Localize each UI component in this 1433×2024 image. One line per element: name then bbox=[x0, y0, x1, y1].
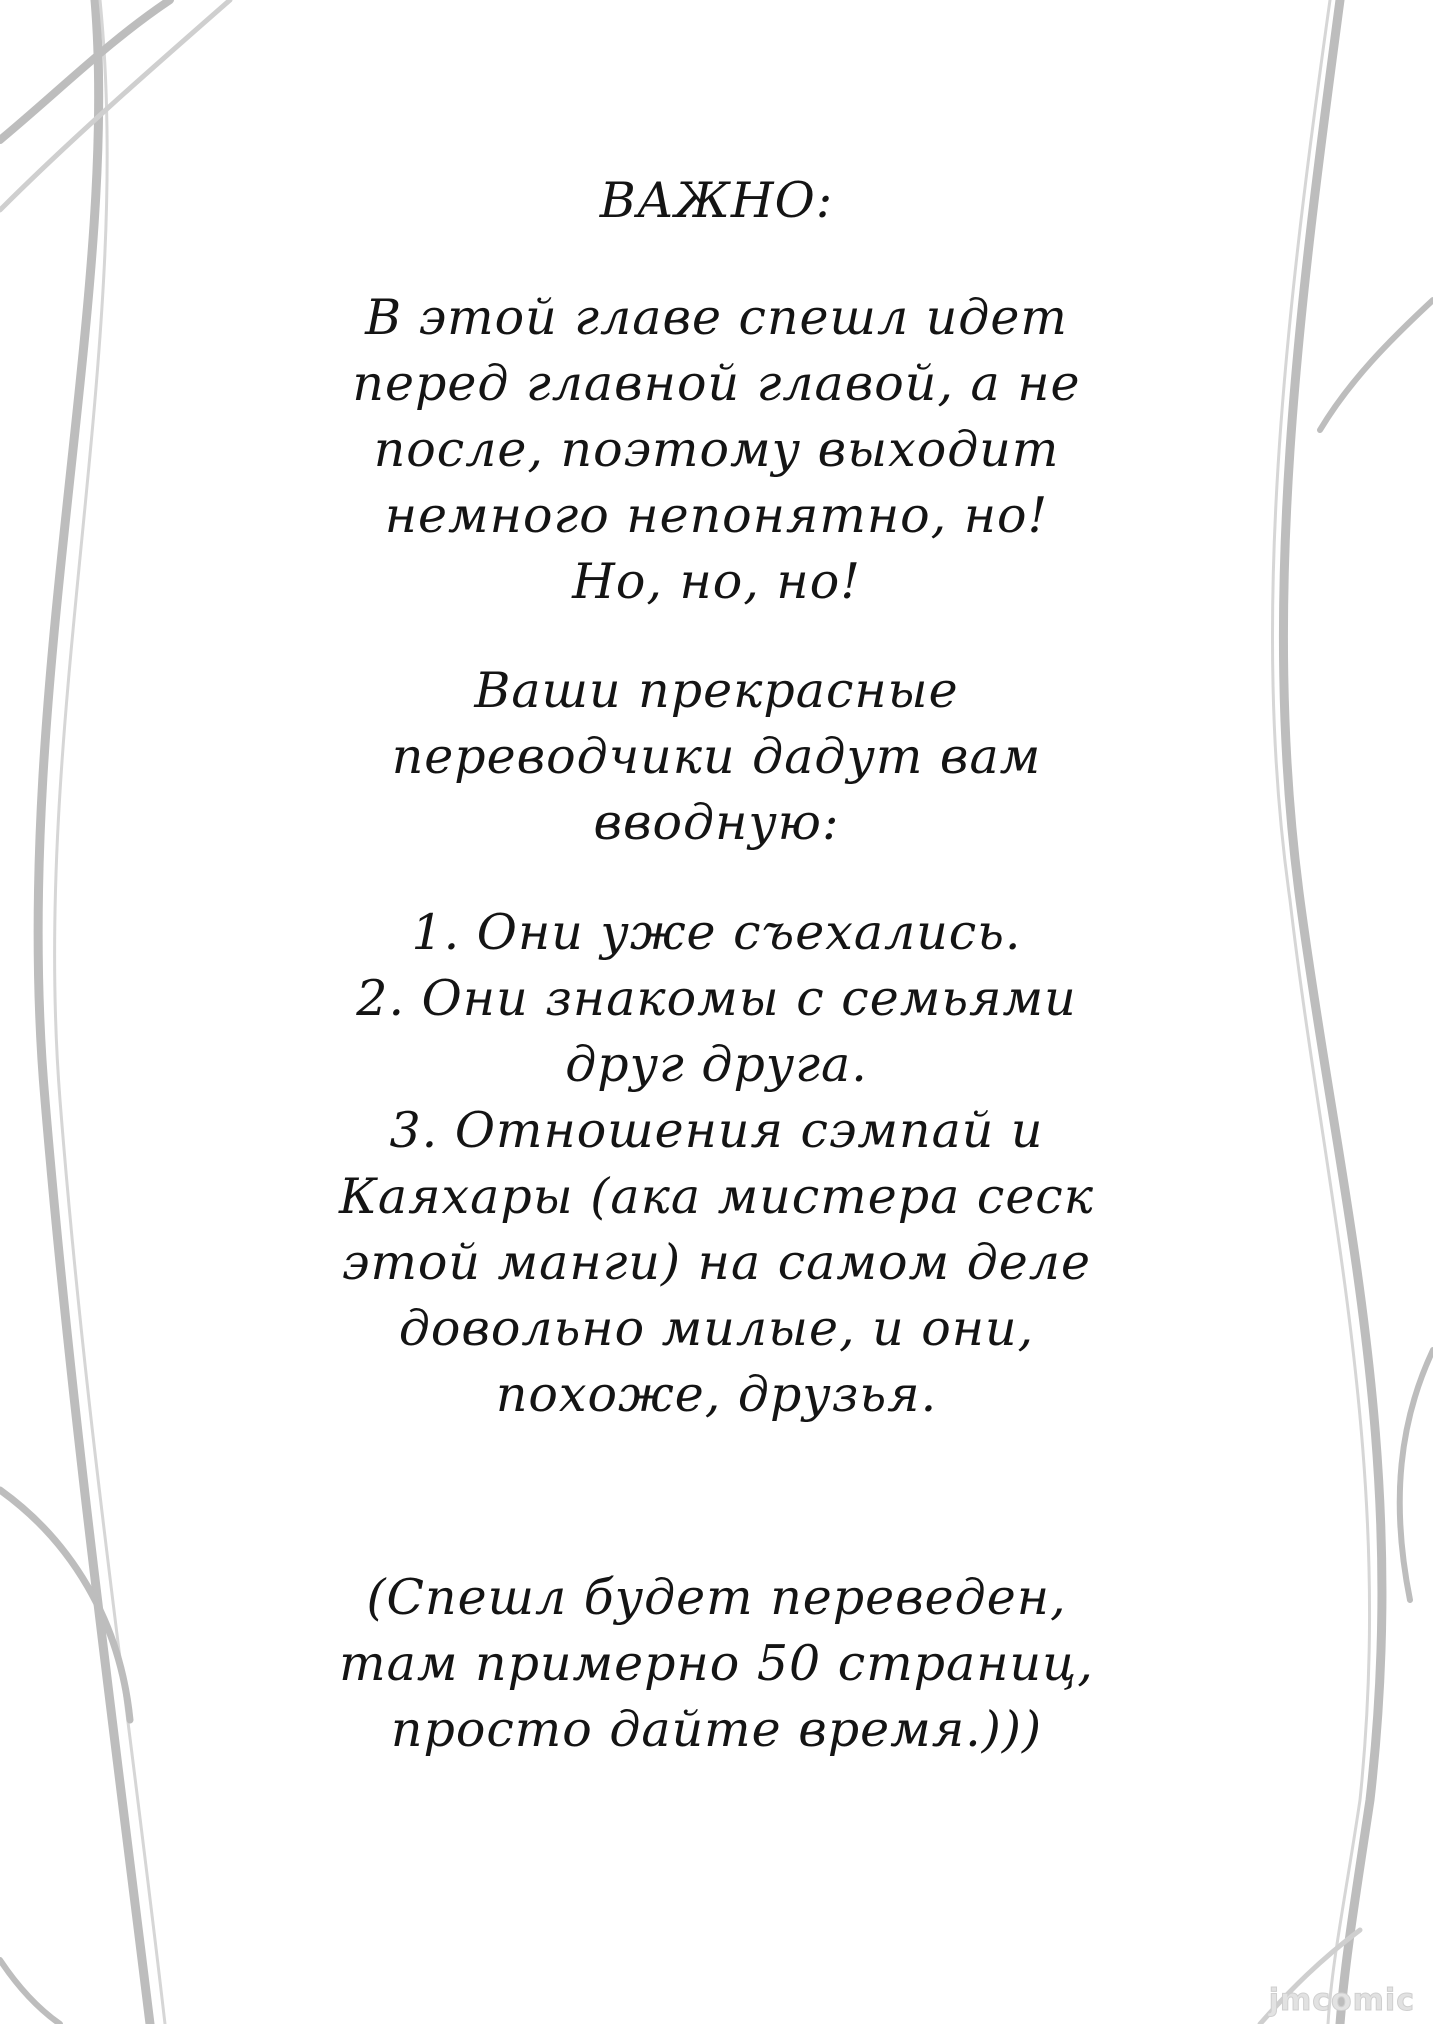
ribbon-left-diagonal-top bbox=[0, 0, 170, 140]
translators-line: переводчики дадут вам bbox=[391, 728, 1042, 785]
footer-note bbox=[200, 1565, 1233, 1763]
facts-line: друг друга. bbox=[565, 1036, 868, 1093]
page-title: ВАЖНО: bbox=[599, 172, 834, 229]
watermark-logo: jmcomic bbox=[1268, 1983, 1415, 2018]
ribbon-right-diagonal bbox=[1320, 300, 1433, 430]
facts-line: похоже, друзья. bbox=[495, 1366, 938, 1423]
facts-line: 3. Отношения сэмпай и bbox=[389, 1102, 1044, 1159]
facts-line: довольно милые, и они, bbox=[398, 1300, 1035, 1357]
footer-line: просто дайте время.))) bbox=[390, 1701, 1043, 1758]
footer-line: (Спешл будет переведен, bbox=[366, 1569, 1067, 1626]
intro-line: В этой главе спешл идет bbox=[365, 289, 1068, 346]
intro-line: после, поэтому выходит bbox=[373, 421, 1060, 478]
ribbon-right-swoop bbox=[1400, 1350, 1433, 1600]
facts-line: 2. Они знакомы с семьями bbox=[356, 970, 1077, 1027]
intro-line: Но, но, но! bbox=[572, 553, 861, 610]
intro-line: немного непонятно, но! bbox=[384, 487, 1049, 544]
facts-line: Каяхары (ака мистера сеск bbox=[338, 1168, 1095, 1225]
intro-line: перед главной главой, а не bbox=[352, 355, 1081, 412]
translators-line: вводную: bbox=[593, 794, 840, 851]
facts-list bbox=[200, 900, 1233, 1428]
facts-line: 1. Они уже съехались. bbox=[411, 904, 1022, 961]
facts-line: этой манги) на самом деле bbox=[342, 1234, 1091, 1291]
footer-line: там примерно 50 страниц, bbox=[339, 1635, 1094, 1692]
translators-line: Ваши прекрасные bbox=[474, 662, 959, 719]
ribbon-left-diagonal-top2 bbox=[0, 0, 230, 210]
intro-paragraph bbox=[200, 285, 1233, 615]
translators-paragraph bbox=[200, 658, 1233, 856]
heading-block bbox=[200, 168, 1233, 234]
ribbon-left-bottom bbox=[0, 1960, 60, 2024]
